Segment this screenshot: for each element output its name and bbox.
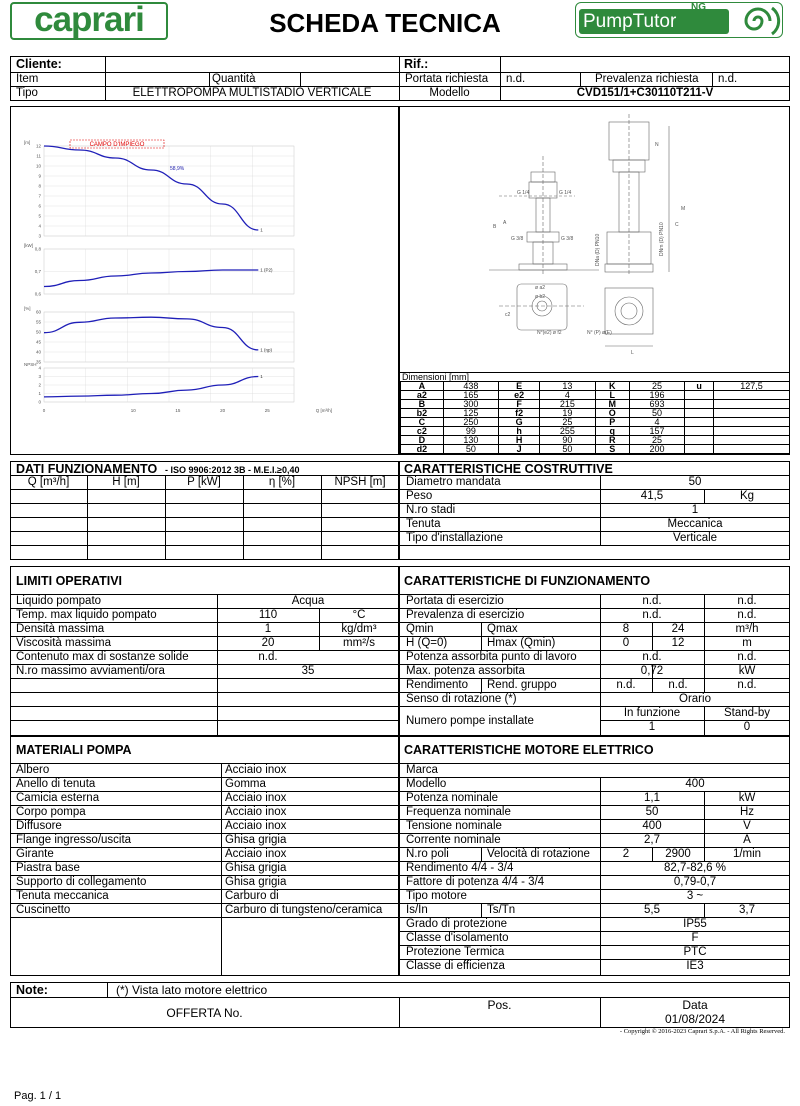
dimension-key [685,400,714,409]
prevalenza-esercizio-value: n.d. [642,609,662,621]
drawing-label: B [493,224,497,230]
peso-unit: Kg [739,490,755,502]
limiti-title: LIMITI OPERATIVI [16,574,123,588]
temp-label: Temp. max liquido pompato [16,609,157,621]
y-tick-label: 60 [35,309,41,315]
material-value: Carburo di tungsteno/ceramica [225,904,383,916]
drawing-label: N° (P) ø(E) [587,330,612,336]
material-label: Anello di tenuta [16,778,96,790]
dimension-key: h [498,427,539,436]
senso-rotazione-value: Orario [679,693,711,705]
drawing-label: DNm (D) PN10 [659,222,665,256]
stand-by-label: Stand-by [723,707,771,719]
velocita-label: Velocità di rotazione [487,848,590,860]
corrente-unit: A [743,834,751,846]
y-tick-label: 55 [35,319,41,325]
y-tick-label: 1 [38,391,41,396]
material-value: Ghisa grigia [225,862,287,874]
corrente-value: 2,7 [644,834,660,846]
dimension-value: 4 [540,391,595,400]
y-tick-label: 9 [38,173,41,179]
swirl-icon [734,4,782,38]
material-label: Diffusore [16,820,62,832]
dimension-value: 693 [629,400,684,409]
dimension-value: 300 [443,400,498,409]
tenuta-label: Tenuta [406,518,441,530]
dimension-value [714,400,790,409]
dimension-row [401,418,790,427]
classe-isolamento-label: Classe d'isolamento [406,932,509,944]
dimension-key [685,391,714,400]
material-value: Acciaio inox [225,792,287,804]
y-tick-label: 3 [38,233,41,239]
dimension-key [685,418,714,427]
y-tick-label: 2 [38,382,41,388]
poli-value: 2 [622,848,630,860]
dimension-key: M [595,400,629,409]
hmax-value: 12 [671,637,685,649]
y-tick-label: 45 [35,339,41,345]
drawing-label: ø a2 [535,285,546,291]
performance-curve [44,146,258,230]
dimension-key: G [498,418,539,427]
dimension-key [685,436,714,445]
dimension-key: H [498,436,539,445]
pos-label: Pos. [487,998,512,1012]
dimension-value [714,409,790,418]
y-tick-label: 3 [38,374,41,379]
qmin-value: 8 [622,623,630,635]
viscosita-label: Viscosità massima [16,637,112,649]
caprari-logo: caprari [10,2,168,40]
quantita-label: Quantità [212,73,256,85]
dimensions-title: Dimensioni [mm] [400,372,790,381]
page-number: Pag. 1 / 1 [14,1090,62,1102]
pumptutor-logo [575,2,783,38]
dimension-value: 165 [443,391,498,400]
diametro-value: 50 [688,476,702,488]
portata-esercizio-label: Portata di esercizio [406,595,504,607]
materiali-title: MATERIALI POMPA [16,743,132,757]
installazione-value: Verticale [672,532,718,544]
dimension-row [401,427,790,436]
material-label: Albero [16,764,50,776]
rif-label: Rif.: [404,57,429,71]
h0-label: H (Q=0) [406,637,448,649]
marca-label: Marca [406,764,438,776]
motore-modello-value: 400 [685,778,705,790]
rendimento-value: n.d. [616,679,636,691]
protezione-termica-label: Protezione Termica [406,946,505,958]
base-view-drawing [499,284,653,346]
y-tick-label: 12 [35,143,41,149]
rendimento-label: Rendimento [406,679,469,691]
rend-gruppo-value: n.d. [668,679,688,691]
drawing-label: C [675,222,679,228]
installazione-label: Tipo d'installazione [406,532,504,544]
y-tick-label: 0,8 [34,246,41,252]
x-tick-label: 15 [175,408,181,413]
dimension-value: 50 [540,445,595,454]
dimension-row [401,409,790,418]
dimension-value [714,418,790,427]
dimension-value [714,427,790,436]
stadi-label: N.ro stadi [406,504,456,516]
efficiency-label: 58,9% [170,166,185,172]
funz-col-h: H [m] [112,476,140,488]
tipo-motore-label: Tipo motore [406,890,467,902]
front-view-drawing [489,156,599,276]
dimension-key: f2 [498,409,539,418]
frequenza-value: 50 [645,806,659,818]
funz-col-q: Q [m³/h] [27,476,70,488]
frequenza-unit: Hz [739,806,755,818]
pump-drawing [399,106,790,372]
material-value: Gomma [225,778,266,790]
dati-funzionamento-title: DATI FUNZIONAMENTO [16,462,158,476]
x-axis-label: Q [m³/h] [315,408,332,413]
campo-impiego-label: CAMPO D'IMPIEGO [89,142,145,148]
dimension-value: 255 [540,427,595,436]
dimension-row [401,436,790,445]
dimension-key: e2 [498,391,539,400]
material-label: Camicia esterna [16,792,100,804]
dimension-row [401,400,790,409]
performance-chart [10,106,399,455]
drawing-label: ø b2 [535,294,546,300]
diametro-label: Diametro mandata [406,476,501,488]
hmax-label: Hmax (Qmin) [487,637,556,649]
curve-label: 1 [260,227,263,233]
potenza-nominale-value: 1,1 [644,792,660,804]
dimension-value: 125 [443,409,498,418]
dimension-value: 4 [629,418,684,427]
material-value: Ghisa grigia [225,834,287,846]
material-value: Carburo di [225,890,279,902]
velocita-unit: 1/min [732,848,762,860]
prevalenza-esercizio-value-2: n.d. [737,609,757,621]
drawing-label: c2 [505,312,511,318]
y-tick-label: 8 [38,183,41,189]
max-potenza-value: 0,72 [640,665,664,677]
y-axis-unit: [%] [24,306,31,311]
dimension-key: S [595,445,629,454]
dimension-value: 250 [443,418,498,427]
dimension-key: D [401,436,444,445]
rendimento-value-3: n.d. [737,679,757,691]
dimension-value: 99 [443,427,498,436]
y-tick-label: 11 [36,153,41,159]
dimension-row [401,445,790,454]
tstn-value: 3,7 [739,904,755,916]
curve-label: 1 [260,374,263,379]
x-tick-label: 20 [220,408,226,413]
material-label: Corpo pompa [16,806,86,818]
classe-efficienza-label: Classe di efficienza [406,960,505,972]
motore-title: CARATTERISTICHE MOTORE ELETTRICO [404,743,654,757]
cliente-label: Cliente: [16,57,62,71]
drawing-label: G 1/4 [559,190,572,196]
note-label: Note: [16,983,48,997]
dimension-value: 50 [443,445,498,454]
dimension-value: 25 [629,436,684,445]
material-value: Acciaio inox [225,820,287,832]
dimension-key: O [595,409,629,418]
viscosita-value: 20 [261,637,275,649]
h0-value: 0 [622,637,630,649]
performance-curve [44,377,258,397]
viscosita-unit: mm²/s [343,637,375,649]
dimension-value: 130 [443,436,498,445]
prevalenza-richiesta-label: Prevalenza richiesta [595,73,699,85]
dimension-value [714,445,790,454]
x-tick-label: 0 [42,408,46,413]
potenza-punto-label: Potenza assorbita punto di lavoro [406,651,577,663]
dimension-row [401,382,790,391]
y-tick-label: 10 [35,163,41,169]
dimension-value: 196 [629,391,684,400]
material-value: Acciaio inox [225,806,287,818]
prevalenza-richiesta-value: n.d. [718,73,738,85]
stand-by-value: 0 [743,721,751,733]
tipo-label: Tipo [16,87,38,99]
dimension-value: 25 [629,382,684,391]
frequenza-label: Frequenza nominale [406,806,511,818]
pumptutor-logo-sup: NG [691,2,706,13]
isin-value: 5,5 [644,904,660,916]
tensione-label: Tensione nominale [406,820,502,832]
note-text: (*) Vista lato motore elettrico [116,983,268,997]
y-tick-label: 6 [38,203,41,209]
densita-value: 1 [264,623,272,635]
modello-label: Modello [429,87,470,99]
grado-protezione-label: Grado di protezione [406,918,508,930]
protezione-termica-value: PTC [683,946,707,958]
in-funzione-label: In funzione [623,707,681,719]
drawing-label: G 3/8 [561,236,574,242]
motore-modello-label: Modello [406,778,447,790]
drawing-label: G 3/8 [511,236,524,242]
qmin-label: Qmin [406,623,434,635]
stadi-value: 1 [691,504,699,516]
dimension-key: E [498,382,539,391]
drawing-label: G 1/4 [517,190,530,196]
copyright: - Copyright © 2016-2023 Caprari S.p.A. - All Rights Reserved. [619,1028,785,1035]
max-potenza-label: Max. potenza assorbita [406,665,525,677]
liquido-value: Acqua [291,595,325,607]
liquido-label: Liquido pompato [16,595,102,607]
drawing-label: A [503,220,507,226]
tipo-value: ELETTROPOMPA MULTISTADIO VERTICALE [132,87,372,99]
offerta-label: OFFERTA No. [166,1006,243,1020]
in-funzione-value: 1 [648,721,656,733]
x-tick-label: 10 [130,408,136,413]
peso-value: 41,5 [640,490,664,502]
y-tick-label: 35 [35,359,41,365]
performance-curve [44,270,258,287]
q-unit: m³/h [735,623,759,635]
data-label: Data [682,998,708,1012]
potenza-punto-value-2: n.d. [737,651,757,663]
funzionamento-title: CARATTERISTICHE DI FUNZIONAMENTO [404,574,651,588]
y-tick-label: 50 [35,329,41,335]
dimension-key: C [401,418,444,427]
dimension-key: K [595,382,629,391]
materiali-section [10,736,399,976]
y-axis-unit: NPSH [24,362,37,367]
dimension-key: J [498,445,539,454]
dati-funzionamento-subtitle: - ISO 9906:2012 3B - M.E.I.≥0,40 [165,465,300,475]
dimension-value: 50 [629,409,684,418]
material-value: Acciaio inox [225,764,287,776]
material-label: Cuscinetto [16,904,71,916]
temp-value: 110 [258,609,278,621]
dimensions-table [400,372,790,454]
temp-unit: °C [352,609,366,621]
dimension-value: 19 [540,409,595,418]
item-label: Item [16,73,39,85]
rendimento-motore-value: 82,7-82,6 % [663,862,726,874]
rend-gruppo-label: Rend. gruppo [487,679,557,691]
poli-label: N.ro poli [406,848,449,860]
max-potenza-unit: kW [738,665,756,677]
drawing-label: N°(e2) ø f2 [537,330,562,336]
y-tick-label: 7 [38,193,41,199]
dimension-key: P [595,418,629,427]
material-label: Girante [16,848,54,860]
dimension-key: L [595,391,629,400]
senso-rotazione-label: Senso di rotazione (*) [406,693,517,705]
fattore-potenza-value: 0,79-0,7 [673,876,717,888]
dimension-key: R [595,436,629,445]
dimension-value: 25 [540,418,595,427]
y-axis-unit: [kW] [24,243,33,248]
solidi-label: Contenuto max di sostanze solide [16,651,189,663]
velocita-value: 2900 [665,848,691,860]
funz-col-eta: η [%] [268,476,296,488]
dimension-value: 438 [443,382,498,391]
curve-label: 1 (P2) [260,267,273,273]
material-label: Tenuta meccanica [16,890,109,902]
classe-isolamento-value: F [691,932,699,944]
qmax-label: Qmax [487,623,518,635]
material-label: Flange ingresso/uscita [16,834,132,846]
potenza-nominale-label: Potenza nominale [406,792,499,804]
funz-col-p: P [kW] [187,476,221,488]
numero-pompe-label: Numero pompe installate [406,715,534,727]
h-unit: m [742,637,752,649]
dimension-key: u [685,382,714,391]
y-tick-label: 0 [38,399,41,405]
potenza-nominale-unit: kW [738,792,756,804]
x-tick-label: 25 [264,408,270,413]
dimension-value [714,436,790,445]
dimension-value: 200 [629,445,684,454]
dimension-key: q [595,427,629,436]
tenuta-value: Meccanica [667,518,723,530]
dimension-key [685,409,714,418]
pumptutor-logo-text: PumpTutor [579,9,729,34]
fattore-potenza-label: Fattore di potenza 4/4 - 3/4 [406,876,545,888]
y-tick-label: 0,7 [34,269,41,274]
dimension-value: 215 [540,400,595,409]
material-value: Acciaio inox [225,848,287,860]
dimension-value: 13 [540,382,595,391]
y-tick-label: 4 [38,223,41,229]
portata-esercizio-value: n.d. [642,595,662,607]
y-tick-label: 5 [38,213,41,219]
grado-protezione-value: IP55 [683,918,707,930]
drawing-label: L [631,350,634,356]
dimension-key: d2 [401,445,444,454]
dimension-key: B [401,400,444,409]
dimension-value: 90 [540,436,595,445]
dimension-key [685,445,714,454]
dimension-key: A [401,382,444,391]
dimension-key: a2 [401,391,444,400]
isin-label: Is/In [406,904,428,916]
peso-label: Peso [406,490,433,502]
material-label: Supporto di collegamento [16,876,147,888]
portata-richiesta-value: n.d. [506,73,526,85]
portata-esercizio-value-2: n.d. [737,595,757,607]
classe-efficienza-value: IE3 [686,960,704,972]
dimension-key: b2 [401,409,444,418]
dimension-value [714,391,790,400]
qmax-value: 24 [671,623,685,635]
dimension-key: c2 [401,427,444,436]
dimension-row [401,391,790,400]
costruttive-title: CARATTERISTICHE COSTRUTTIVE [404,462,613,476]
drawing-label: M [681,206,686,212]
densita-label: Densità massima [16,623,105,635]
rendimento-motore-label: Rendimento 4/4 - 3/4 [406,862,514,874]
drawing-label: N [655,142,659,148]
avviamenti-label: N.ro massimo avviamenti/ora [16,665,165,677]
avviamenti-value: 35 [301,665,315,677]
densita-unit: kg/dm³ [341,623,377,635]
dimension-value: 127,5 [714,382,790,391]
data-value: 01/08/2024 [664,1012,726,1026]
potenza-punto-value: n.d. [642,651,662,663]
y-tick-label: 4 [38,365,41,371]
tensione-unit: V [743,820,751,832]
y-tick-label: 0,6 [34,291,41,297]
curve-label: 1 (ηp) [260,347,273,353]
material-value: Ghisa grigia [225,876,287,888]
corrente-label: Corrente nominale [406,834,501,846]
solidi-value: n.d. [258,651,278,663]
funz-col-npsh: NPSH [m] [334,476,386,488]
dimension-value: 157 [629,427,684,436]
material-label: Piastra base [16,862,80,874]
y-axis-unit: [m] [24,140,31,145]
drawing-label: DNa (D) PN10 [595,233,601,266]
modello-value: CVD151/1+C30110T211-V [576,87,714,99]
tipo-motore-value: 3 ~ [686,890,704,902]
dimension-key [685,427,714,436]
prevalenza-esercizio-label: Prevalenza di esercizio [406,609,525,621]
tensione-value: 400 [642,820,662,832]
tstn-label: Ts/Tn [487,904,516,916]
page-title: SCHEDA TECNICA [269,8,501,38]
y-tick-label: 40 [35,349,41,355]
dimension-key: F [498,400,539,409]
portata-richiesta-label: Portata richiesta [405,73,489,85]
